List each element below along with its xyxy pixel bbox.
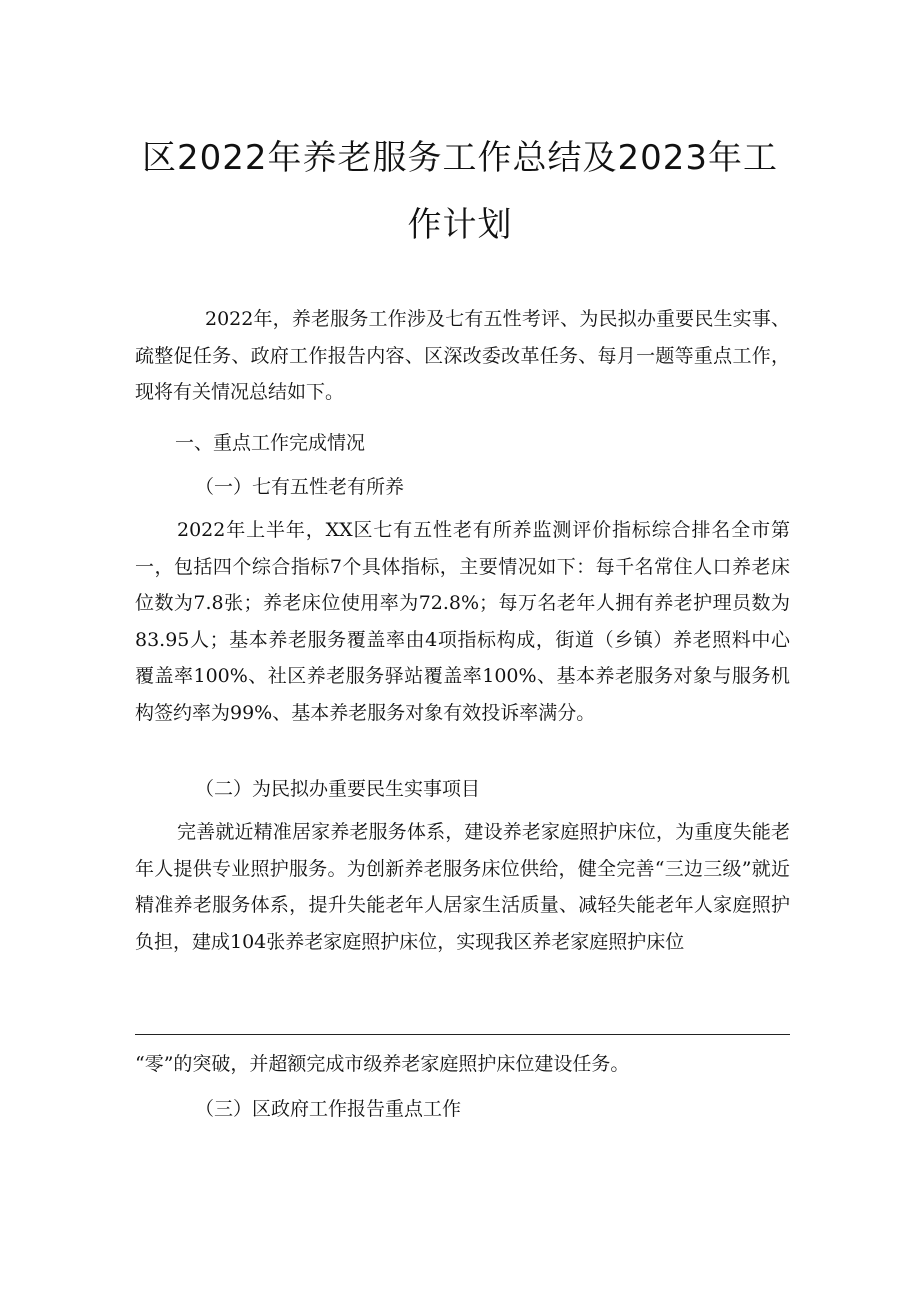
document-title-line-1: 区2022年养老服务工作总结及2023年工 bbox=[141, 138, 779, 178]
subsection-heading-2: （二）为民拟办重要民生实事项目 bbox=[195, 778, 481, 800]
subsection-heading-3: （三）区政府工作报告重点工作 bbox=[195, 1098, 462, 1120]
intro-paragraph: 2022年，养老服务工作涉及七有五性考评、为民拟办重要民生实事、疏整促任务、政府工作报告内容、区深改委改革任务、每月一题等重点工作，现将有关情况总结如下。 bbox=[135, 308, 790, 403]
subsection-2-continuation: “零”的突破，并超额完成市级养老家庭照护床位建设任务。 bbox=[135, 1053, 630, 1075]
document-title-line-2: 作计划 bbox=[407, 205, 513, 245]
subsection-1-paragraph: 2022年上半年，XX区七有五性老有所养监测评价指标综合排名全市第一，包括四个综合指标7个具体指标，主要情况如下：每千名常住人口养老床位数为7.8张；养老床位使用率为72.8%；每万名老年人拥有养老护理员数为83.95人；基本养老服务覆盖率由4项指标构成，街道（乡镇）养老照料中心覆盖率100%、社区养老服务驿站覆盖率100%、基本养老服务对象与服务机构签约率为99%、基本养老服务对象有效投诉率满分。 bbox=[135, 519, 790, 724]
section-heading: 一、重点工作完成情况 bbox=[175, 432, 366, 454]
subsection-heading-1: （一）七有五性老有所养 bbox=[195, 476, 405, 498]
page-divider bbox=[135, 1034, 790, 1035]
subsection-2-paragraph: 完善就近精准居家养老服务体系，建设养老家庭照护床位，为重度失能老年人提供专业照护服务。为创新养老服务床位供给，健全完善“三边三级”就近精准养老服务体系，提升失能老年人居家生活质量、减轻失能老年人家庭照护负担，建成104张养老家庭照护床位，实现我区养老家庭照护床位 bbox=[135, 821, 790, 953]
